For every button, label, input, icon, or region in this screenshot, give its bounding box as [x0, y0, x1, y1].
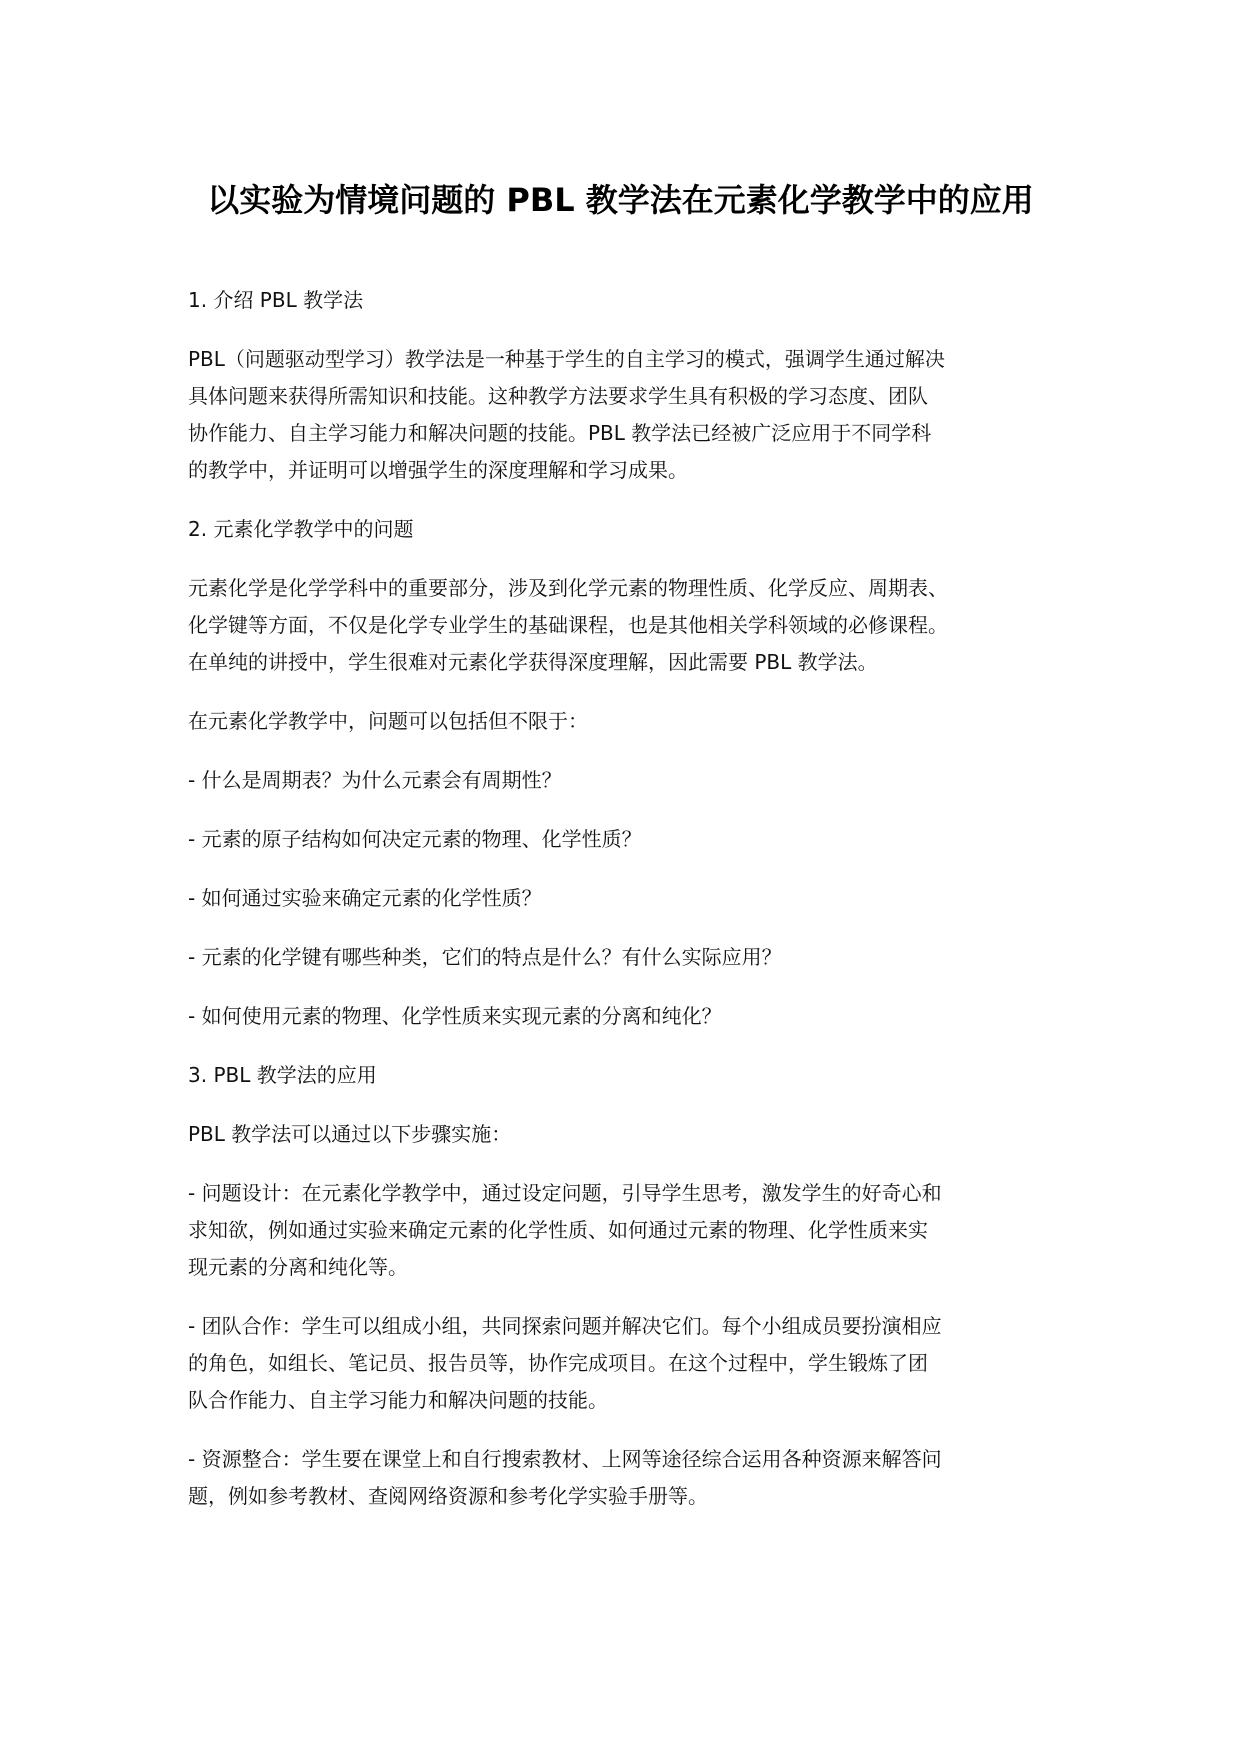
text-line: PBL（问题驱动型学习）教学法是一种基于学生的自主学习的模式，强调学生通过解决 [188, 347, 945, 371]
step-team-work [188, 1308, 1068, 1419]
text-line: - 什么是周期表？为什么元素会有周期性？ [188, 768, 562, 792]
paragraph-element-chemistry [188, 570, 1068, 681]
step-problem-design [188, 1175, 1068, 1286]
paragraph-steps-intro [188, 1116, 1068, 1153]
step-resource-integration [188, 1441, 1068, 1515]
text-line: 队合作能力、自主学习能力和解决问题的技能。 [188, 1388, 608, 1412]
text-line: 3. PBL 教学法的应用 [188, 1063, 377, 1087]
text-line: - 元素的化学键有哪些种类，它们的特点是什么？有什么实际应用？ [188, 945, 782, 969]
text-line: - 如何使用元素的物理、化学性质来实现元素的分离和纯化？ [188, 1004, 722, 1028]
section-heading-2 [188, 511, 1068, 548]
text-line: 题，例如参考教材、查阅网络资源和参考化学实验手册等。 [188, 1484, 708, 1508]
document-title: 以实验为情境问题的 PBL 教学法在元素化学教学中的应用 [207, 181, 1034, 219]
section-heading-3 [188, 1057, 1068, 1094]
section-heading-1 [188, 282, 1068, 319]
text-line: - 元素的原子结构如何决定元素的物理、化学性质？ [188, 827, 642, 851]
text-line: 求知欲，例如通过实验来确定元素的化学性质、如何通过元素的物理、化学性质来实 [188, 1218, 928, 1242]
text-line: 现元素的分离和纯化等。 [188, 1255, 408, 1279]
text-line: 的角色，如组长、笔记员、报告员等，协作完成项目。在这个过程中，学生锻炼了团 [188, 1351, 928, 1375]
paragraph-pbl-intro [188, 341, 1068, 489]
text-line: PBL 教学法可以通过以下步骤实施： [188, 1122, 512, 1146]
text-line: - 如何通过实验来确定元素的化学性质？ [188, 886, 542, 910]
question-item [188, 939, 1068, 976]
text-line: 化学键等方面，不仅是化学专业学生的基础课程，也是其他相关学科领域的必修课程。 [188, 613, 948, 637]
text-line: 的教学中，并证明可以增强学生的深度理解和学习成果。 [188, 458, 688, 482]
text-line: 在单纯的讲授中，学生很难对元素化学获得深度理解，因此需要 PBL 教学法。 [188, 650, 878, 674]
question-item [188, 880, 1068, 917]
paragraph-question-intro [188, 703, 1068, 740]
text-line: 元素化学是化学学科中的重要部分，涉及到化学元素的物理性质、化学反应、周期表、 [188, 576, 948, 600]
text-line: 2. 元素化学教学中的问题 [188, 517, 414, 541]
text-line: 具体问题来获得所需知识和技能。这种教学方法要求学生具有积极的学习态度、团队 [188, 384, 928, 408]
text-line: 在元素化学教学中，问题可以包括但不限于： [188, 709, 588, 733]
question-item [188, 998, 1068, 1035]
question-item [188, 821, 1068, 858]
text-line: - 团队合作：学生可以组成小组，共同探索问题并解决它们。每个小组成员要扮演相应 [188, 1314, 942, 1338]
text-line: - 资源整合：学生要在课堂上和自行搜索教材、上网等途径综合运用各种资源来解答问 [188, 1447, 942, 1471]
text-line: - 问题设计：在元素化学教学中，通过设定问题，引导学生思考，激发学生的好奇心和 [188, 1181, 942, 1205]
document-body [188, 282, 1068, 1537]
question-item [188, 762, 1068, 799]
text-line: 协作能力、自主学习能力和解决问题的技能。PBL 教学法已经被广泛应用于不同学科 [188, 421, 932, 445]
text-line: 1. 介绍 PBL 教学法 [188, 288, 364, 312]
